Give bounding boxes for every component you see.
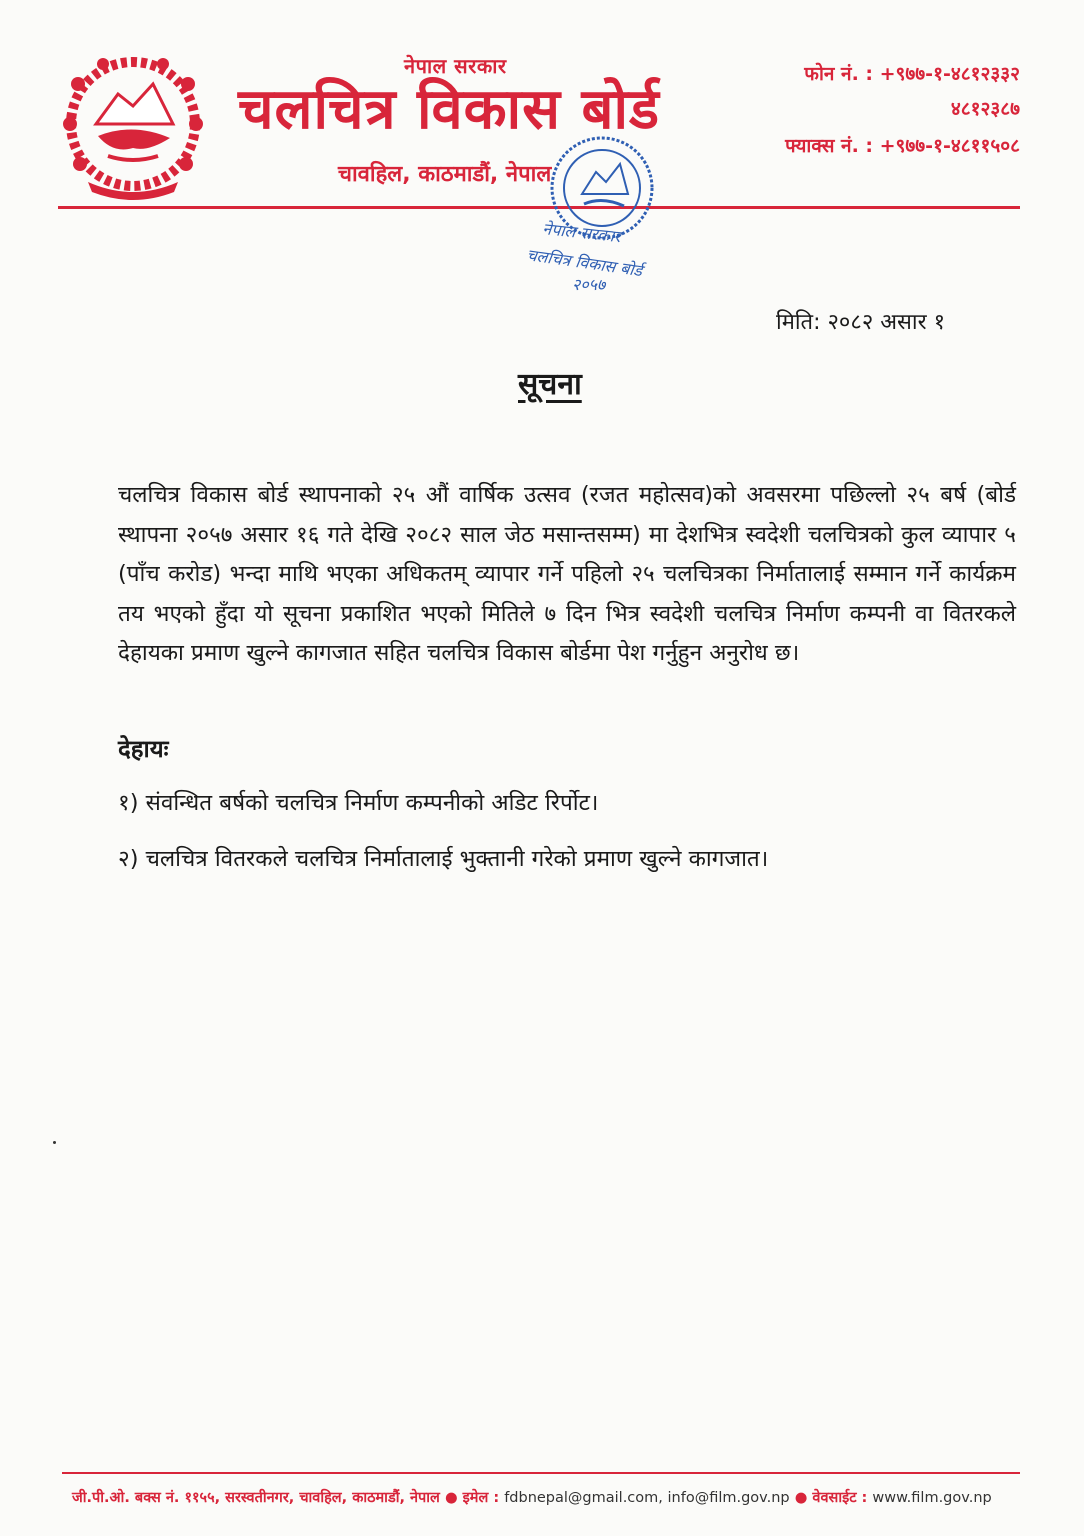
header-title: चलचित्र विकास बोर्ड [238,77,660,142]
footer-email-label: इमेल : [462,1490,500,1506]
bullet-icon: ● [444,1490,463,1506]
stray-mark [53,1141,56,1144]
header-government: नेपाल सरकार [404,54,507,78]
phone-number: फोन नं. : +९७७-१-४८१२३३२ [804,63,1020,85]
list-item: २) चलचित्र वितरकले चलचित्र निर्मातालाई भुक्तानी गरेको प्रमाण खुल्ने कागजात। [118,846,769,872]
seal-text [512,212,682,302]
notice-body: चलचित्र विकास बोर्ड स्थापनाको २५ औं वार्षिक उत्सव (रजत महोत्सव)को अवसरमा पछिल्लो २५ बर्ष (बोर्ड स्थापना २०५७ असार १६ गते देखि २०८२ साल जेठ मसान्तसम्म) मा देशभित्र स्वदेशी चलचित्रको कुल व्यापार ५ (पाँच करोड) भन्दा माथि भएका अधिकतम् व्यापार गर्ने पहिलो २५ चलचित्रका निर्मातालाई सम्मान गर्ने कार्यक्रम तय भएको हुँदा यो सूचना प्रकाशित भएको मितिले ७ दिन भित्र स्वदेशी चलचित्र निर्माण कम्पनी वा वितरकले देहायका प्रमाण खुल्ने कागजात सहित चलचित्र विकास बोर्डमा पेश गर्नुहुन अनुरोध छ। [118,482,1016,667]
footer-website-label: वेवसाईट : [812,1490,868,1506]
header-address: चावहिल, काठमाडौं, नेपाल [338,162,552,187]
nepal-emblem-logo [58,44,208,204]
fax-number: फ्याक्स नं. : +९७७-१-४८११५०८ [785,135,1020,157]
notice-date: मिति: २०८२ असार १ [776,310,946,335]
footer-divider [62,1472,1020,1474]
bullet-icon: ● [794,1490,813,1506]
footer-postbox: जी.पी.ओ. बक्स नं. ११५५, सरस्वतीनगर, चावहिल, काठमाडौं, नेपाल [72,1490,440,1506]
footer [72,1487,1012,1507]
seal-line-3: २०५७ [572,275,606,294]
header-divider [58,206,1020,209]
phone-number-2: ४८१२३८७ [950,98,1020,120]
notice-title: सूचना [518,367,582,402]
list-heading: देहायः [118,735,169,763]
seal-line-2: चलचित्र विकास बोर्ड [525,245,644,281]
footer-website-link[interactable]: www.film.gov.np [872,1490,992,1506]
list-item: १) संवन्धित बर्षको चलचित्र निर्माण कम्पनीको अडिट रिर्पोट। [118,790,599,816]
seal-line-1: नेपाल सरकार [541,219,622,247]
footer-email-link[interactable]: fdbnepal@gmail.com, info@film.gov.np [504,1490,790,1506]
